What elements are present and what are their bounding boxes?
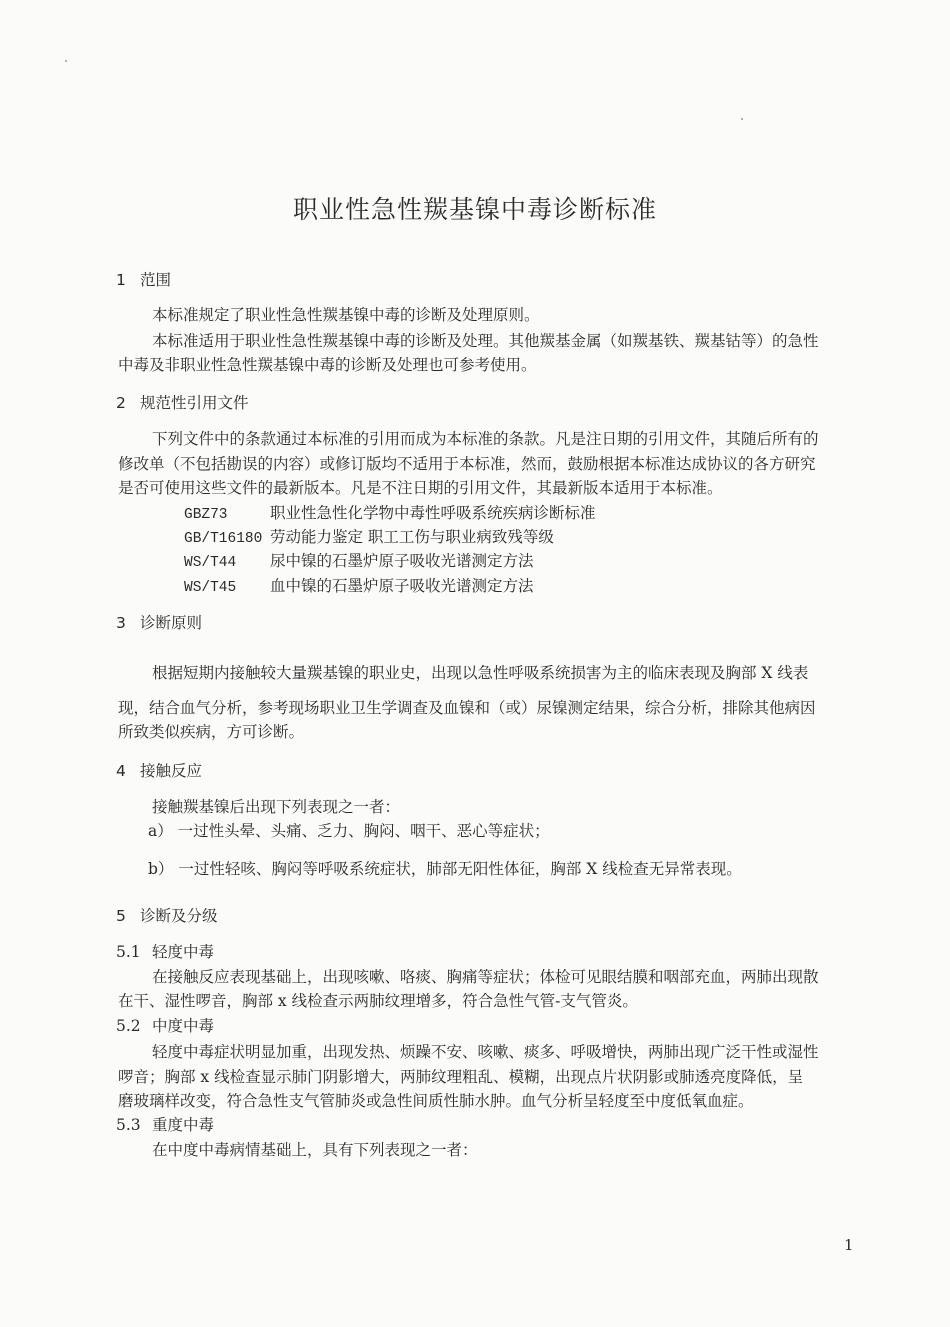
- section-2-heading: [116, 393, 249, 413]
- reference-code: GB/T16180: [184, 531, 263, 547]
- reference-title: 血中镍的石墨炉原子吸收光谱测定方法: [270, 577, 534, 595]
- paragraph-line: 所致类似疾病，方可诊断。: [118, 723, 305, 741]
- section-number: 2: [116, 394, 126, 412]
- scan-speck: [741, 118, 743, 120]
- reference-title: 劳动能力鉴定 职工工伤与职业病致残等级: [270, 528, 554, 546]
- subsection-number: 5.3: [116, 1116, 141, 1134]
- paragraph-line: 中毒及非职业性急性羰基镍中毒的诊断及处理也可参考使用。: [118, 356, 537, 374]
- paragraph-line: 本标准规定了职业性急性羰基镍中毒的诊断及处理原则。: [152, 306, 540, 324]
- document-title: 职业性急性羰基镍中毒诊断标准: [292, 195, 657, 224]
- reference-code: WS/T44: [184, 555, 237, 571]
- subsection-5-3-heading: [116, 1115, 214, 1135]
- page-number: 1: [844, 1236, 854, 1254]
- paragraph-line: 在中度中毒病情基础上，具有下列表现之一者：: [152, 1141, 478, 1159]
- paragraph-line: 啰音；胸部 x 线检查显示肺门阴影增大，两肺纹理粗乱、模糊，出现点片状阴影或肺透亮度降低，呈: [118, 1068, 804, 1086]
- section-title: 范围: [140, 271, 172, 289]
- paragraph-line: 磨玻璃样改变，符合急性支气管肺炎或急性间质性肺水肿。血气分析呈轻度至中度低氧血症。: [118, 1092, 754, 1110]
- scan-speck: [65, 60, 67, 62]
- section-title: 规范性引用文件: [140, 394, 249, 412]
- subsection-number: 5.1: [116, 943, 141, 961]
- subsection-number: 5.2: [116, 1017, 141, 1035]
- subsection-5-2-heading: [116, 1016, 214, 1036]
- section-1-heading: [116, 270, 171, 290]
- paragraph-line: 本标准适用于职业性急性羰基镍中毒的诊断及处理。其他羰基金属（如羰基铁、羰基钴等）的急性: [152, 332, 819, 350]
- section-4-heading: [116, 761, 202, 781]
- paragraph-line: 轻度中毒症状明显加重，出现发热、烦躁不安、咳嗽、痰多、呼吸增快，两肺出现广泛干性或湿性: [152, 1043, 819, 1061]
- reference-code: GBZ73: [184, 507, 228, 523]
- paragraph-line: 在接触反应表现基础上，出现咳嗽、咯痰、胸痛等症状；体检可见眼结膜和咽部充血，两肺出现散: [152, 968, 819, 986]
- section-title: 诊断及分级: [140, 907, 218, 925]
- subsection-title: 重度中毒: [152, 1116, 215, 1134]
- section-number: 3: [116, 614, 126, 632]
- section-number: 4: [116, 762, 126, 780]
- section-title: 接触反应: [140, 762, 203, 780]
- section-5-heading: [116, 906, 218, 926]
- section-title: 诊断原则: [140, 614, 203, 632]
- paragraph-line: 现，结合血气分析，参考现场职业卫生学调查及血镍和（或）尿镍测定结果，综合分析，排除其他病因: [118, 699, 816, 717]
- paragraph-line: 在干、湿性啰音，胸部 x 线检查示两肺纹理增多，符合急性气管-支气管炎。: [118, 992, 638, 1010]
- section-number: 5: [116, 907, 126, 925]
- list-item-b: b） 一过性轻咳、胸闷等呼吸系统症状，肺部无阳性体征，胸部 X 线检查无异常表现。: [148, 860, 742, 878]
- reference-item: [184, 551, 534, 573]
- reference-item: [184, 576, 534, 598]
- paragraph-line: 是否可使用这些文件的最新版本。凡是不注日期的引用文件，其最新版本适用于本标准。: [118, 479, 723, 497]
- reference-title: 职业性急性化学物中毒性呼吸系统疾病诊断标准: [270, 504, 596, 522]
- paragraph-line: 根据短期内接触较大量羰基镍的职业史，出现以急性呼吸系统损害为主的临床表现及胸部 X 线表: [152, 664, 809, 682]
- reference-title: 尿中镍的石墨炉原子吸收光谱测定方法: [270, 552, 534, 570]
- subsection-title: 中度中毒: [152, 1017, 215, 1035]
- reference-code: WS/T45: [184, 580, 237, 596]
- section-3-heading: [116, 613, 202, 633]
- subsection-5-1-heading: [116, 942, 214, 962]
- reference-item: [184, 503, 596, 525]
- paragraph-line: 接触羰基镍后出现下列表现之一者：: [152, 798, 401, 816]
- paragraph-line: 下列文件中的条款通过本标准的引用而成为本标准的条款。凡是注日期的引用文件，其随后所有的: [152, 430, 819, 448]
- paragraph-line: 修改单（不包括勘误的内容）或修订版均不适用于本标准，然而，鼓励根据本标准达成协议的各方研究: [118, 455, 816, 473]
- list-item-a: a） 一过性头晕、头痛、乏力、胸闷、咽干、恶心等症状；: [148, 822, 550, 840]
- section-number: 1: [116, 271, 126, 289]
- reference-item: [184, 527, 554, 549]
- subsection-title: 轻度中毒: [152, 943, 215, 961]
